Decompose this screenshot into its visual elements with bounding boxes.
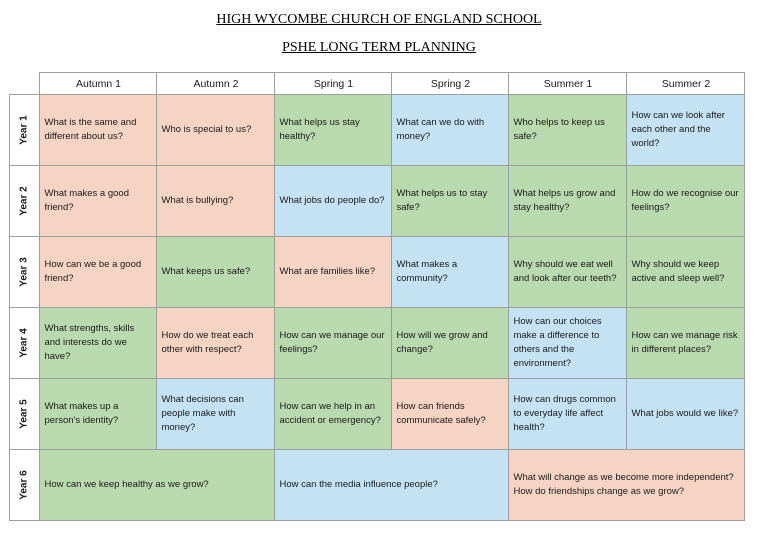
topic-cell: What jobs would we like? [627,379,745,450]
header-autumn-1: Autumn 1 [40,73,157,95]
topic-cell: What decisions can people make with money? [157,379,275,450]
topic-cell: How can our choices make a difference to others and the environment? [509,308,627,379]
topic-cell: Why should we keep active and sleep well? [627,237,745,308]
topic-cell: What is bullying? [157,166,275,237]
topic-cell: How do we recognise our feelings? [627,166,745,237]
topic-cell: What is the same and different about us? [40,95,157,166]
topic-cell: How can we look after each other and the world? [627,95,745,166]
year-label: Year 4 [10,308,40,379]
topic-cell: How can we manage our feelings? [275,308,392,379]
header-autumn-2: Autumn 2 [157,73,275,95]
year-label: Year 6 [10,450,40,521]
planning-table [9,72,745,521]
topic-cell: How can we keep healthy as we grow? [40,450,275,521]
topic-cell: What jobs do people do? [275,166,392,237]
corner-cell [10,73,40,95]
school-title: HIGH WYCOMBE CHURCH OF ENGLAND SCHOOL [216,12,542,27]
topic-cell: What makes a good friend? [40,166,157,237]
topic-cell: What are families like? [275,237,392,308]
table-row [10,379,745,450]
topic-cell: How can friends communicate safely? [392,379,509,450]
header-spring-1: Spring 1 [275,73,392,95]
topic-cell: How can drugs common to everyday life affect health? [509,379,627,450]
header-summer-2: Summer 2 [627,73,745,95]
header-row [10,73,745,95]
planning-title: PSHE LONG TERM PLANNING [282,40,476,55]
topic-cell: What keeps us safe? [157,237,275,308]
year-label: Year 2 [10,166,40,237]
year-label: Year 1 [10,95,40,166]
topic-cell: What helps us to stay safe? [392,166,509,237]
topic-cell: How can we manage risk in different places? [627,308,745,379]
table-row [10,308,745,379]
table-row [10,166,745,237]
header-spring-2: Spring 2 [392,73,509,95]
year-label: Year 5 [10,379,40,450]
topic-cell: How do we treat each other with respect? [157,308,275,379]
table-row [10,450,745,521]
topic-cell: What helps us grow and stay healthy? [509,166,627,237]
topic-cell: How can we help in an accident or emergency? [275,379,392,450]
topic-cell: What helps us stay healthy? [275,95,392,166]
topic-cell: What makes up a person's identity? [40,379,157,450]
topic-cell: Why should we eat well and look after our teeth? [509,237,627,308]
topic-cell: What makes a community? [392,237,509,308]
topic-cell: How can we be a good friend? [40,237,157,308]
table-row [10,237,745,308]
topic-cell: Who helps to keep us safe? [509,95,627,166]
table-row [10,95,745,166]
year-label: Year 3 [10,237,40,308]
topic-cell: How will we grow and change? [392,308,509,379]
topic-cell: What can we do with money? [392,95,509,166]
topic-cell: What will change as we become more independent? How do friendships change as we grow? [509,450,745,521]
header-summer-1: Summer 1 [509,73,627,95]
topic-cell: How can the media influence people? [275,450,509,521]
topic-cell: Who is special to us? [157,95,275,166]
topic-cell: What strengths, skills and interests do we have? [40,308,157,379]
